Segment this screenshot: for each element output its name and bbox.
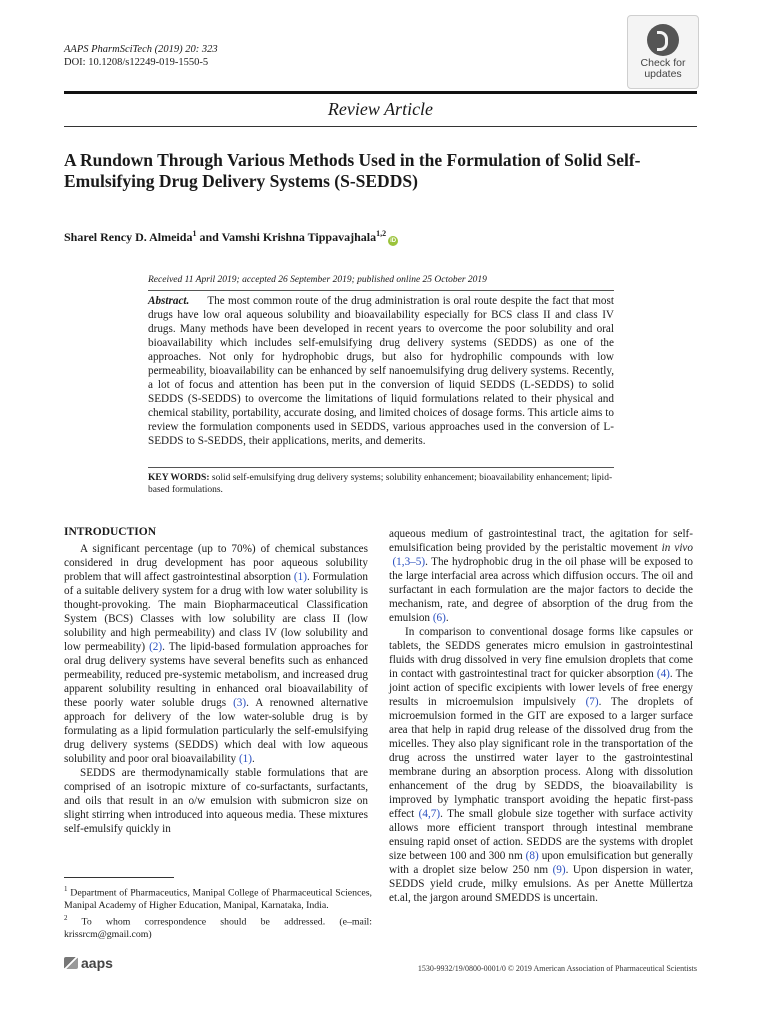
footnote-rule bbox=[64, 877, 174, 878]
italic-text: in vivo bbox=[661, 542, 693, 554]
text: upon emulsification but generally with a droplet size below 250 nm bbox=[389, 850, 693, 876]
paragraph: SEDDS are thermodynamically stable formulations that are comprised of an isotropic mixture of co-surfactants, surfactants, and oils that result in an o/w emulsion with submicron size on slight stirring when introduced into aqueous media. These mixtures self-emulsify quickly in bbox=[64, 767, 368, 835]
abstract-text: The most common route of the drug administration is oral route despite the fact that most drugs have low oral aqueous solubility and bioavailability especially for BCS class II and class IV drugs. Many methods have been developed in recent years to overcome the poor solubility and oral bioavailability which includes self-emulsifying drug delivery systems (SEDDS) as one of the approaches. Not only for hydrophobic drugs, but also for hydrophilic compounds with low permeability, bioavailability can be enhanced by self nanoemulsifying drug delivery systems. Recently, a lot of focus and attention has been put in the conversion of liquid SEDDS (L-SEDDS) to solid SEDDS (S-SEDDS) to overcome the limitations of liquid formulations related to their physical and chemical stability, portability, accurate dosing, and limited choices of dosage forms. This article aims to review the formulation components used in SEDDS, various approaches used in the conversion of L-SEDDS to S-SEDDS, their applications, merits, and demerits. bbox=[148, 295, 614, 447]
citation-link[interactable]: (8) bbox=[525, 850, 539, 862]
abstract bbox=[148, 294, 614, 448]
footnote-1 bbox=[64, 883, 372, 912]
orcid-icon[interactable]: iD bbox=[390, 238, 397, 244]
citation-link[interactable]: (4) bbox=[656, 668, 670, 680]
text: . The small globule size together with surface activity allows more efficient transport through intestinal membrane ensuing rapid onset of action. SEDDS are the systems with droplet size between 100 and 300 nm bbox=[389, 808, 693, 862]
citation-link[interactable]: (4,7) bbox=[418, 808, 441, 820]
author-2[interactable]: Vamshi Krishna Tippavajhala bbox=[221, 230, 377, 244]
authors-and: and bbox=[196, 230, 222, 244]
text: In comparison to conventional dosage forms like capsules or tablets, the SEDDS generates micro emulsion in gastrointestinal fluids with drug dissolved in very fine emulsion droplets that come in contact with gastrointestinal tract for quicker absorption bbox=[389, 626, 693, 680]
logo-text: aaps bbox=[81, 955, 113, 971]
footnote-marker: 1 bbox=[64, 885, 68, 893]
received-dates: Received 11 April 2019; accepted 26 September 2019; published online 25 October 2019 bbox=[148, 275, 487, 285]
authors bbox=[64, 229, 398, 246]
citation-link[interactable]: (3) bbox=[233, 697, 247, 709]
text: . bbox=[445, 612, 449, 624]
text: . bbox=[251, 753, 255, 765]
citation-link[interactable]: (6) bbox=[432, 612, 446, 624]
text: . The hydrophobic drug in the oil phase will be exposed to the large interfacial area across which diffusion occurs. The oil and surfactant in each formulation are the major factors to decide the mechanism, rate, and degree of absorption of the drug from the emulsion bbox=[389, 556, 693, 624]
footnote-marker: 2 bbox=[64, 914, 68, 923]
citation-link[interactable]: (2) bbox=[149, 641, 163, 653]
footnote-text: To whom correspondence should be addressed. (e–mail: krissrcm@gmail.com) bbox=[64, 916, 372, 941]
paragraph bbox=[389, 625, 693, 905]
abstract-rule-top bbox=[148, 290, 614, 291]
keywords-text: solid self-emulsifying drug delivery systems; solubility enhancement; bioavailability enhancement; lipid-based formulations. bbox=[148, 473, 613, 495]
text: . The joint action of specific excipients with lower levels of free energy results in microemulsion impulsively bbox=[389, 668, 693, 708]
text: . The lipid-based formulation approaches for oral drug delivery systems have several benefits such as enhanced permeability, reduced pre-systemic metabolism, and increased drug apparent solubility resulting in enhanced oral bioavailability of these poorly water soluble drugs bbox=[64, 641, 368, 709]
journal-header bbox=[64, 43, 218, 69]
footnote-2 bbox=[64, 912, 372, 941]
abstract-label: Abstract. bbox=[148, 295, 190, 307]
paragraph bbox=[389, 527, 693, 625]
author-1-affil: 1 bbox=[192, 229, 197, 238]
section-heading: INTRODUCTION bbox=[64, 526, 157, 538]
update-icon bbox=[647, 24, 679, 56]
aaps-logo bbox=[64, 955, 113, 971]
keywords-label: KEY WORDS: bbox=[148, 473, 210, 483]
footnotes bbox=[64, 883, 372, 942]
text: . A renowned alternative approach for delivery of the low water-soluble drug is by formulating as a lipid formulation particularly the self-emulsifying drug delivery systems (SEDDS) which deal with low aqueous solubility and poor oral bioavailability bbox=[64, 697, 368, 765]
header-rule-thin bbox=[64, 126, 697, 127]
citation-link[interactable]: (7) bbox=[585, 696, 599, 708]
keywords bbox=[148, 472, 614, 496]
aaps-logo-icon bbox=[64, 957, 78, 969]
header-rule bbox=[64, 91, 697, 94]
text: . Formulation of a suitable delivery system for a drug with low water solubility is thought-provoking. The main Biopharmaceutical Classification System (BCS) Classes with low solubility are class II (low solubility and high permeability) and class IV (low solubility and low permeability) bbox=[64, 571, 368, 653]
footnote-text: Department of Pharmaceutics, Manipal College of Pharmaceutical Sciences, Manipal Academy of Higher Education, Manipal, Karnataka, India. bbox=[64, 887, 372, 911]
citation-link[interactable]: (9) bbox=[552, 864, 566, 876]
citation-link[interactable]: (1,3–5) bbox=[392, 556, 426, 568]
author-1[interactable]: Sharel Rency D. Almeida bbox=[64, 230, 193, 244]
issn-copyright: 1530-9932/19/0800-0001/0 © 2019 American Association of Pharmaceutical Scientists bbox=[417, 964, 697, 973]
text: . The droplets of microemulsion formed in the GIT are exposed to a larger surface area that help in rapid drug release of the dissolved drug from the micelles. They also play significant role in the transportation of the drug across the unstirred water layer to the gastrointestinal membrane during an absorption process. Along with dissolution enhancement of the drug by SEDDS, the bioavailability is improved by lymphatic transport avoiding the hepatic first-pass effect bbox=[389, 696, 693, 820]
author-2-affil: 1,2 bbox=[376, 229, 387, 238]
right-column bbox=[389, 527, 693, 905]
article-type: Review Article bbox=[327, 99, 434, 119]
badge-line-2: updates bbox=[644, 68, 682, 80]
text: aqueous medium of gastrointestinal tract, the agitation for self-emulsification being provided by the peristaltic movement bbox=[389, 528, 693, 554]
text: A significant percentage (up to 70%) of chemical substances considered in drug development has poor aqueous solubility problem that will affect gastrointestinal absorption bbox=[64, 543, 368, 583]
citation-link[interactable]: (1) bbox=[293, 571, 307, 583]
doi[interactable]: DOI: 10.1208/s12249-019-1550-5 bbox=[64, 57, 209, 68]
abstract-rule-bottom bbox=[148, 467, 614, 468]
paragraph bbox=[64, 542, 368, 766]
check-for-updates-badge[interactable] bbox=[627, 15, 699, 89]
left-column bbox=[64, 542, 368, 836]
citation-link[interactable]: (1) bbox=[238, 753, 252, 765]
journal-citation: AAPS PharmSciTech (2019) 20: 323 bbox=[64, 44, 218, 55]
text: . Upon dispersion in water, SEDDS yield crude, milky emulsions. As per Anette Müllertza et.al, the jargon around SMEDDS is uncertain. bbox=[389, 864, 694, 904]
badge-line-1: Check for bbox=[640, 57, 686, 69]
article-title: A Rundown Through Various Methods Used in the Formulation of Solid Self-Emulsifying Drug Delivery Systems (S-SEDDS) bbox=[64, 150, 641, 191]
